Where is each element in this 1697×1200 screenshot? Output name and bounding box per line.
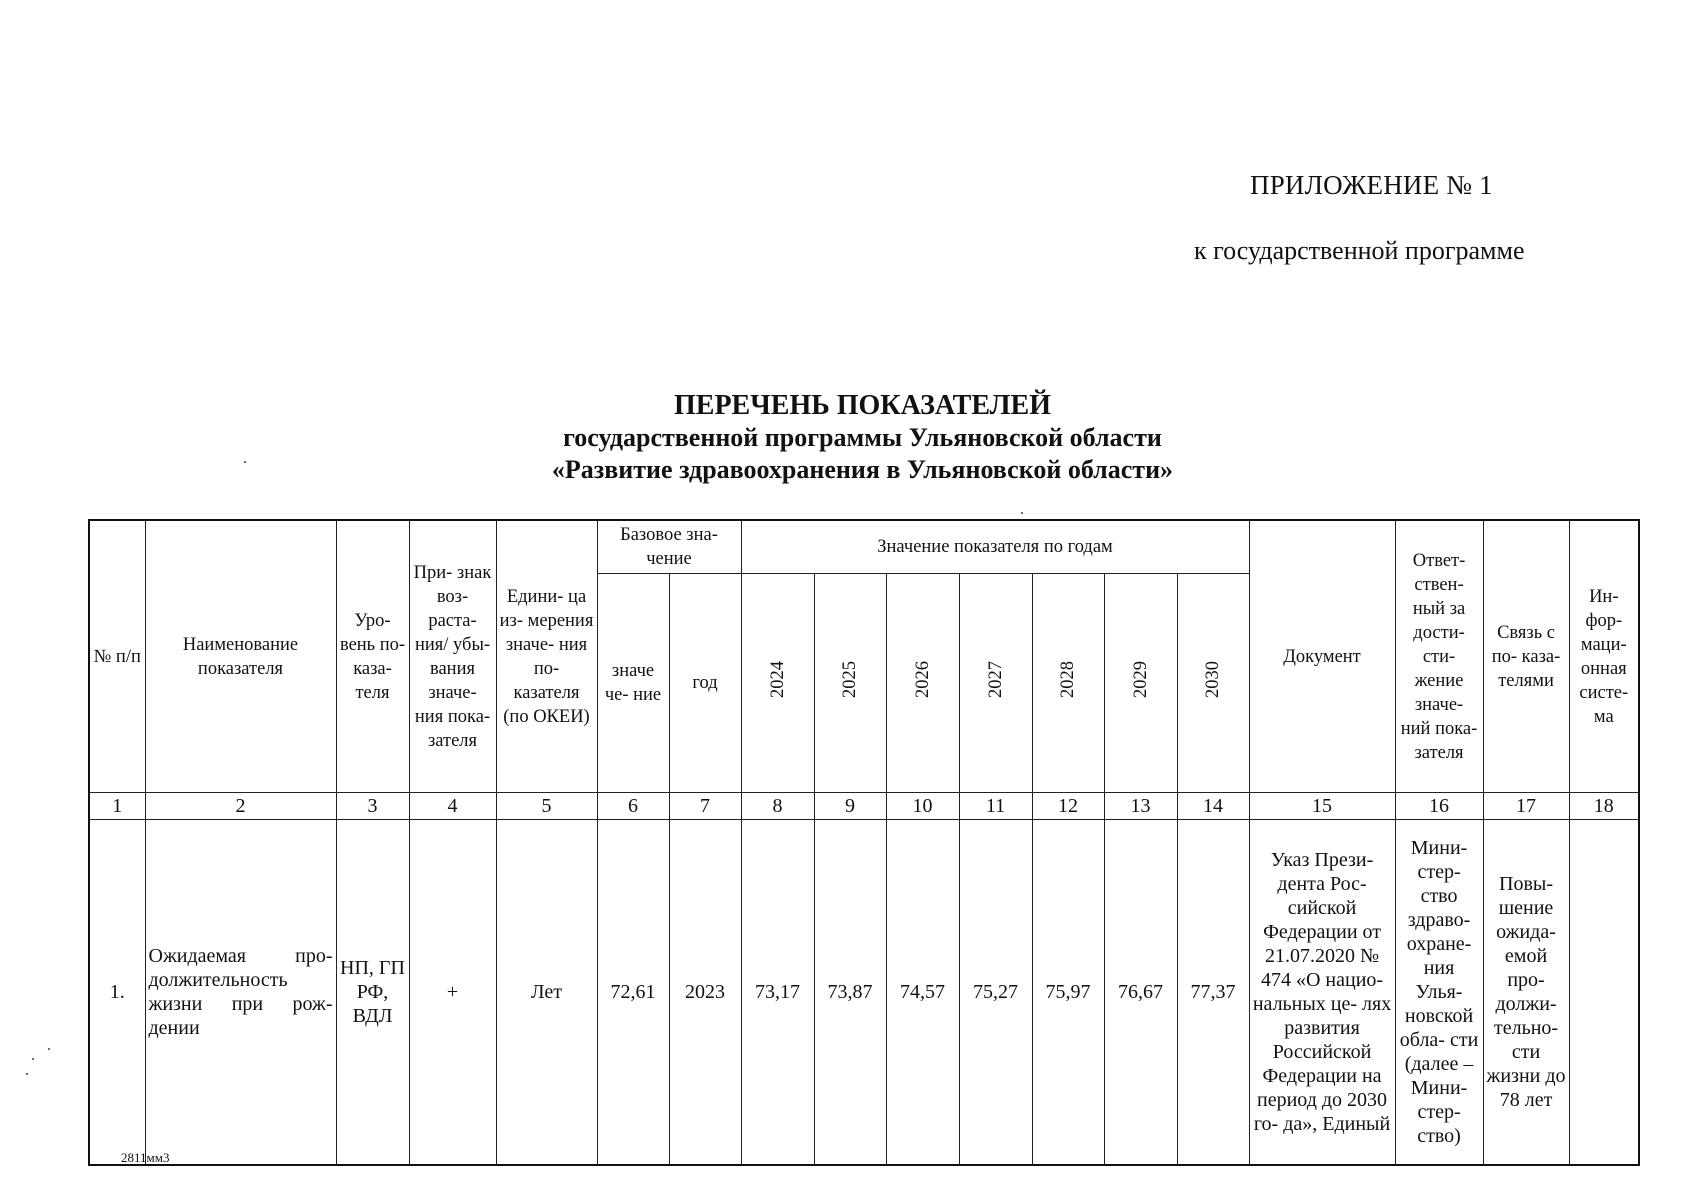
column-number: 4 [409, 793, 496, 820]
appendix-title: ПРИЛОЖЕНИЕ № 1 [1250, 170, 1493, 200]
header-level: Уро- вень по- каза- теля [336, 520, 409, 793]
column-number: 7 [669, 793, 741, 820]
row-base-year: 2023 [669, 820, 741, 1166]
column-number: 18 [1569, 793, 1639, 820]
header-base-year: год [669, 574, 741, 793]
column-number: 6 [597, 793, 669, 820]
row-value-2027: 75,27 [959, 820, 1032, 1166]
year-label: 2026 [912, 661, 933, 698]
row-value-2024: 73,17 [741, 820, 814, 1166]
table-row [89, 820, 1639, 1166]
header-num: № п/п [89, 520, 145, 793]
row-responsible: Мини- стер- ство здраво- охране- ния Улья- новской обла- сти (далее – Мини- стер- ство) [1395, 820, 1483, 1166]
row-infosystem [1569, 820, 1639, 1166]
column-number: 9 [814, 793, 886, 820]
row-base-value: 72,61 [597, 820, 669, 1166]
header-document: Документ [1249, 520, 1395, 793]
row-document: Указ Прези- дента Рос- сийской Федерации от 21.07.2020 № 474 «О нацио- нальных це- лях развития Российской Федерации на период до 2030 го- да», Единый [1249, 820, 1395, 1166]
year-label: 2030 [1203, 661, 1224, 698]
header-link: Связь с по- каза- телями [1483, 520, 1569, 793]
scan-speck [32, 1058, 34, 1060]
heading-line-1: ПЕРЕЧЕНЬ ПОКАЗАТЕЛЕЙ [674, 390, 1051, 421]
column-number: 16 [1395, 793, 1483, 820]
column-number: 15 [1249, 793, 1395, 820]
year-label: 2027 [985, 661, 1006, 698]
row-value-2030: 77,37 [1177, 820, 1249, 1166]
heading-line-3: «Развитие здравоохранения в Ульяновской области» [551, 455, 1174, 484]
row-num: 1. [89, 820, 145, 1166]
footer-code: 2811мм3 [121, 1150, 170, 1165]
row-link: Повы- шение ожида- емой про- должи- тельно- сти жизни до 78 лет [1483, 820, 1569, 1166]
header-sign: При- знак воз- раста- ния/ убы- вания значе- ния пока- зателя [409, 520, 496, 793]
column-number: 3 [336, 793, 409, 820]
header-year-2027 [959, 574, 1032, 793]
indicators-table [88, 519, 1640, 1166]
header-unit: Едини- ца из- мерения значе- ния по- казателя (по ОКЕИ) [496, 520, 597, 793]
column-numbers-row [89, 793, 1639, 820]
column-number: 13 [1104, 793, 1177, 820]
row-unit: Лет [496, 820, 597, 1166]
row-value-2026: 74,57 [886, 820, 959, 1166]
header-responsible: Ответ- ствен- ный за дости- сти- жение значе- ний пока- зателя [1395, 520, 1483, 793]
header-base: Базовое зна- чение [597, 520, 741, 574]
year-label: 2025 [840, 661, 860, 698]
row-name: Ожидаемая про- должительность жизни при рож- дении [145, 820, 336, 1166]
year-label: 2024 [767, 661, 788, 698]
scan-speck [48, 1048, 50, 1050]
row-value-2028: 75,97 [1032, 820, 1104, 1166]
column-number: 1 [89, 793, 145, 820]
row-value-2029: 76,67 [1104, 820, 1177, 1166]
column-number: 2 [145, 793, 336, 820]
header-name: Наименование показателя [145, 520, 336, 793]
header-year-2026 [886, 574, 959, 793]
header-year-2025 [814, 574, 886, 793]
column-number: 14 [1177, 793, 1249, 820]
header-base-value: значе че- ние [597, 574, 669, 793]
year-label: 2028 [1058, 661, 1078, 698]
year-label: 2029 [1130, 661, 1151, 698]
row-level: НП, ГП РФ, ВДЛ [336, 820, 409, 1166]
scan-speck [244, 461, 246, 463]
header-year-2030 [1177, 574, 1249, 793]
header-year-2024 [741, 574, 814, 793]
row-value-2025: 73,87 [814, 820, 886, 1166]
column-number: 5 [496, 793, 597, 820]
header-years-group: Значение показателя по годам [741, 520, 1249, 574]
column-number: 10 [886, 793, 959, 820]
column-number: 11 [959, 793, 1032, 820]
header-year-2028 [1032, 574, 1104, 793]
column-number: 12 [1032, 793, 1104, 820]
row-sign: + [409, 820, 496, 1166]
header-infosystem: Ин- фор- маци- онная систе- ма [1569, 520, 1639, 793]
column-number: 8 [741, 793, 814, 820]
appendix-subtitle: к государственной программе [1194, 236, 1525, 265]
scan-speck [1021, 512, 1023, 514]
document-heading [0, 390, 1697, 486]
column-number: 17 [1483, 793, 1569, 820]
header-year-2029 [1104, 574, 1177, 793]
heading-line-2: государственной программы Ульяновской области [563, 423, 1162, 452]
scan-speck [26, 1073, 28, 1075]
